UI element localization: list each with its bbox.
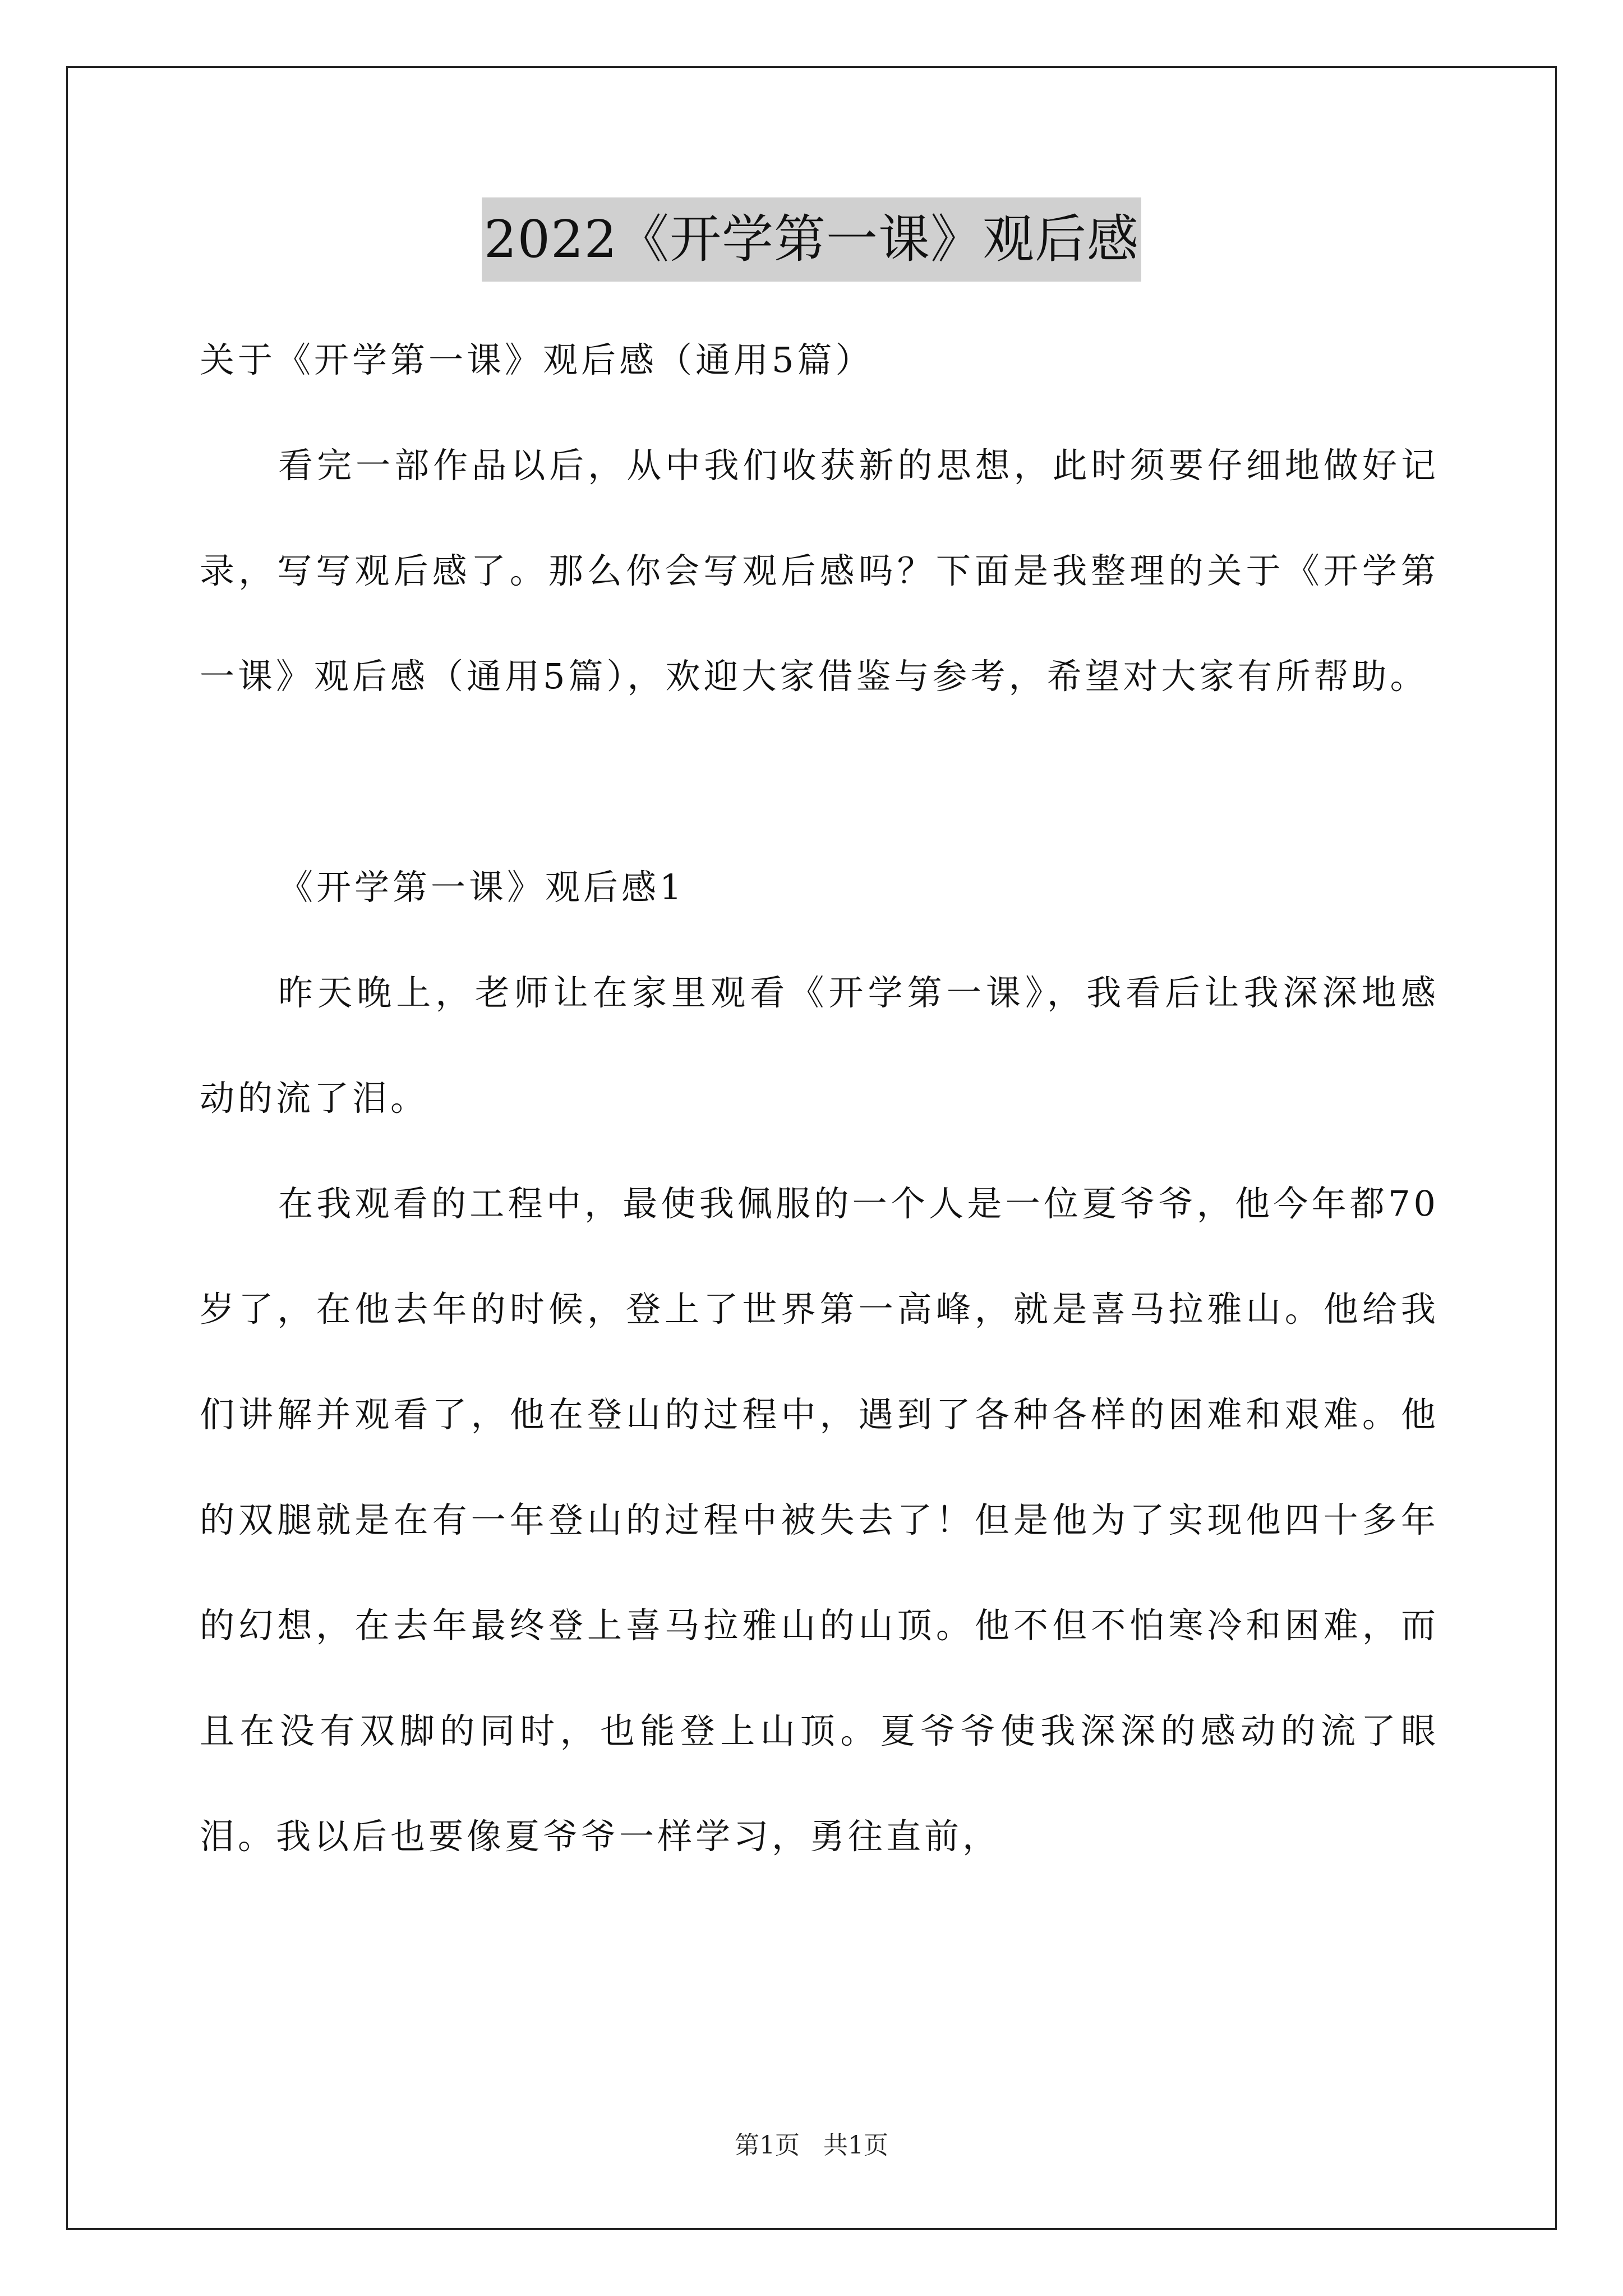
subtitle: 关于《开学第一课》观后感（通用5篇） [200,339,874,380]
title-container [0,197,1623,282]
section-spacer [200,729,1439,835]
section-heading: 《开学第一课》观后感1 [278,867,685,908]
page-footer [0,2129,1623,2162]
body-paragraph-1: 昨天晚上，老师让在家里观看《开学第一课》，我看后让我深深地感动的流了泪。 [200,972,1439,1119]
page-total: 共1页 [823,2131,888,2160]
intro-paragraph: 看完一部作品以后，从中我们收获新的思想，此时须要仔细地做好记录，写写观后感了。那么你会写观后感吗？下面是我整理的关于《开学第一课》观后感（通用5篇），欢迎大家借鉴与参考，希望对大家有所帮助。 [200,445,1439,697]
page-number: 第1页 [735,2131,800,2160]
document-body [200,307,1439,1889]
document-title: 2022《开学第一课》观后感 [482,197,1141,282]
body-paragraph-2: 在我观看的工程中，最使我佩服的一个人是一位夏爷爷，他今年都70岁了，在他去年的时候，登上了世界第一高峰，就是喜马拉雅山。他给我们讲解并观看了，他在登山的过程中，遇到了各种各样的困难和艰难。他的双腿就是在有一年登山的过程中被失去了！但是他为了实现他四十多年的幻想，在去年最终登上喜马拉雅山的山顶。他不但不怕寒冷和困难，而且在没有双脚的同时，也能登上山顶。夏爷爷使我深深的感动的流了眼泪。我以后也要像夏爷爷一样学习，勇往直前， [200,1183,1439,1857]
